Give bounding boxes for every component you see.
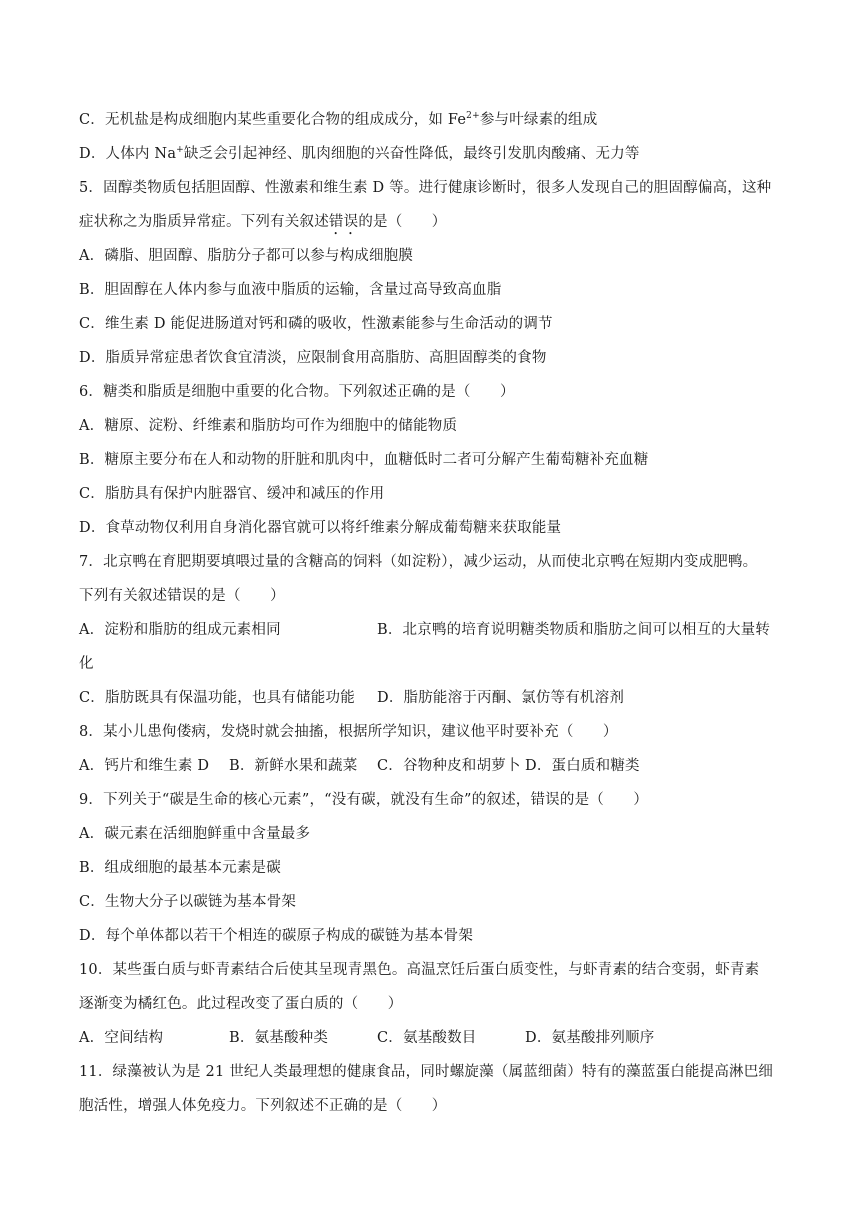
q10-option-c: C．氨基酸数目 — [377, 1030, 477, 1046]
q7-option-b-wrap: 化 — [79, 656, 94, 672]
q8-stem: 8．某小儿患佝偻病，发烧时就会抽搐，根据所学知识，建议他平时要补充（ ） — [79, 724, 618, 740]
q9-option-c: C．生物大分子以碳链为基本骨架 — [79, 894, 297, 910]
q4-option-d — [79, 144, 640, 164]
q7-option-b: B．北京鸭的培育说明糖类物质和脂肪之间可以相互的大量转 — [377, 622, 771, 638]
q7-stem-line1: 7．北京鸭在育肥期要填喂过量的含糖高的饲料（如淀粉），减少运动，从而使北京鸭在短期内变成肥鸭。 — [79, 554, 758, 570]
q11-stem-line1: 11．绿藻被认为是 21 世纪人类最理想的健康食品，同时螺旋藻（属蓝细菌）特有的藻蓝蛋白能提高淋巴细 — [79, 1064, 774, 1080]
q4-option-c-text-end: 参与叶绿素的组成 — [479, 112, 598, 128]
q7-option-a: A．淀粉和脂肪的组成元素相同 — [79, 622, 281, 638]
q5-option-a: A．磷脂、胆固醇、脂肪分子都可以参与构成细胞膜 — [79, 248, 414, 264]
q4-option-d-text: D．人体内 Na — [79, 146, 177, 162]
q8-option-b: B．新鲜水果和蔬菜 — [229, 758, 358, 774]
q5-option-d: D．脂质异常症患者饮食宜清淡，应限制食用高脂肪、高胆固醇类的食物 — [79, 350, 547, 366]
q5-stem-line1: 5．固醇类物质包括胆固醇、性激素和维生素 D 等。进行健康诊断时，很多人发现自己的胆固醇偏高，这种 — [79, 180, 772, 196]
q6-option-b: B．糖原主要分布在人和动物的肝脏和肌肉中，血糖低时二者可分解产生葡萄糖补充血糖 — [79, 452, 649, 468]
q6-option-d: D．食草动物仅利用自身消化器官就可以将纤维素分解成葡萄糖来获取能量 — [79, 520, 562, 536]
q5-stem-line2 — [79, 212, 447, 238]
q10-stem-line1: 10．某些蛋白质与虾青素结合后使其呈现青黑色。高温烹饪后蛋白质变性，与虾青素的结合变弱，虾青素 — [79, 962, 760, 978]
q5-emphasis-word: 错误 — [328, 214, 359, 230]
q9-option-d: D．每个单体都以若干个相连的碳原子构成的碳链为基本骨架 — [79, 928, 474, 944]
q5-stem-text-end: 的是（ ） — [358, 214, 447, 230]
q7-stem-line2: 下列有关叙述错误的是（ ） — [79, 588, 285, 604]
q11-stem-line2: 胞活性，增强人体免疫力。下列叙述不正确的是（ ） — [79, 1098, 447, 1114]
q4-option-c — [79, 110, 597, 130]
q5-option-c: C．维生素 D 能促进肠道对钙和磷的吸收，性激素能参与生命活动的调节 — [79, 316, 553, 332]
q4-option-c-superscript: 2+ — [466, 111, 480, 121]
q6-option-a: A．糖原、淀粉、纤维素和脂肪均可作为细胞中的储能物质 — [79, 418, 458, 434]
q6-stem: 6．糖类和脂质是细胞中重要的化合物。下列叙述正确的是（ ） — [79, 384, 515, 400]
q9-option-b: B．组成细胞的最基本元素是碳 — [79, 860, 281, 876]
q10-option-d: D．氨基酸排列顺序 — [525, 1030, 655, 1046]
q7-option-c: C．脂肪既具有保温功能，也具有储能功能 — [79, 690, 355, 706]
q4-option-d-text-end: 缺乏会引起神经、肌肉细胞的兴奋性降低，最终引发肌肉酸痛、无力等 — [183, 146, 640, 162]
q8-option-c: C．谷物种皮和胡萝卜 — [377, 758, 521, 774]
q5-stem-text: 症状称之为脂质异常症。下列有关叙述 — [79, 214, 329, 230]
q10-option-b: B．氨基酸种类 — [229, 1030, 329, 1046]
q4-option-d-superscript: + — [176, 145, 184, 155]
q6-option-c: C．脂肪具有保护内脏器官、缓冲和减压的作用 — [79, 486, 385, 502]
q5-option-b: B．胆固醇在人体内参与血液中脂质的运输，含量过高导致高血脂 — [79, 282, 502, 298]
q7-option-d: D．脂肪能溶于丙酮、氯仿等有机溶剂 — [377, 690, 625, 706]
q8-option-d: D．蛋白质和糖类 — [525, 758, 640, 774]
q4-option-c-text: C．无机盐是构成细胞内某些重要化合物的组成成分，如 Fe — [79, 112, 467, 128]
q8-option-a: A．钙片和维生素 D — [79, 758, 210, 774]
q9-option-a: A．碳元素在活细胞鲜重中含量最多 — [79, 826, 311, 842]
q10-option-a: A．空间结构 — [79, 1030, 164, 1046]
q10-stem-line2: 逐渐变为橘红色。此过程改变了蛋白质的（ ） — [79, 996, 403, 1012]
q9-stem: 9．下列关于“碳是生命的核心元素”，“没有碳，就没有生命”的叙述，错误的是（ ） — [79, 792, 649, 808]
